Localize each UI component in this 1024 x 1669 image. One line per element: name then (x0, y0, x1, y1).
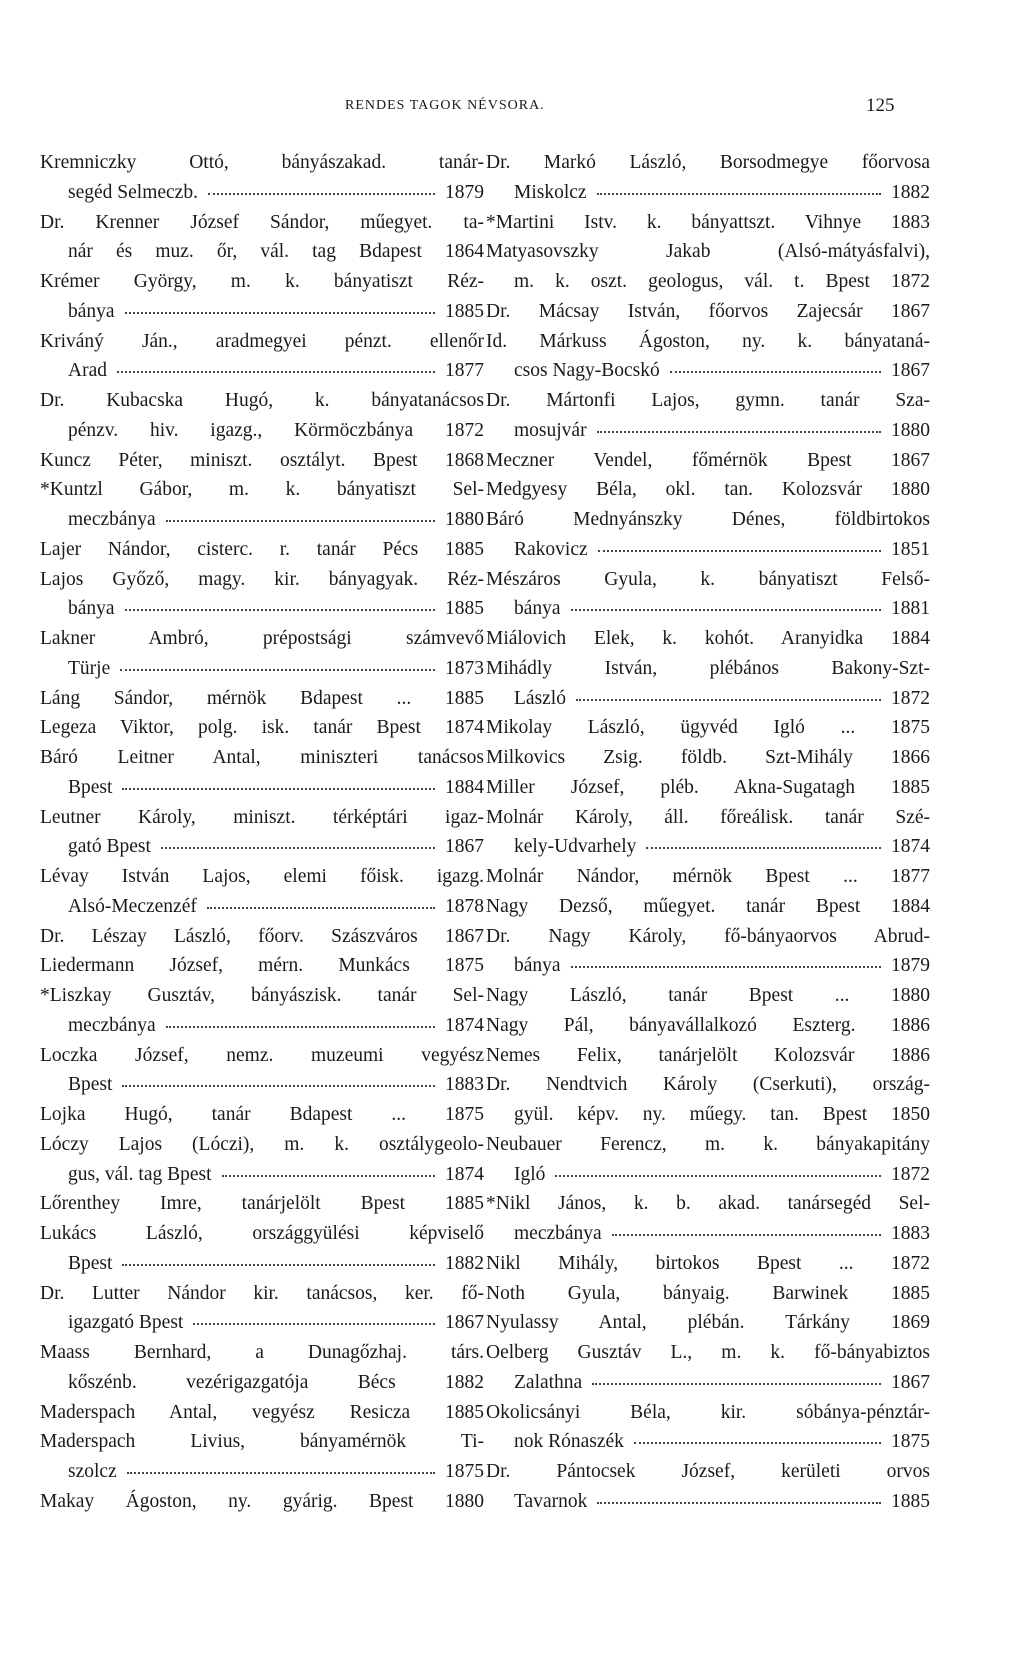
register-entry (40, 327, 484, 387)
entry-continuation (486, 178, 930, 208)
entry-continuation (486, 1368, 930, 1398)
dot-leader (634, 1424, 881, 1444)
entry-year: 1881 (891, 598, 930, 620)
entry-place: Zalathna (514, 1371, 583, 1393)
entry-continuation (40, 297, 484, 327)
dot-leader (571, 591, 881, 611)
entry-place: meczbánya (514, 1223, 602, 1244)
entry-continuation (486, 356, 930, 386)
entry-place: Alsó-Meczenzéf (68, 895, 197, 917)
entry-continuation (486, 535, 930, 565)
entry-year: 1867 (445, 836, 484, 858)
entry-place: szolcz (68, 1461, 117, 1482)
entry-line: Nyulassy Antal, plébán. Tárkány 1869 (486, 1312, 930, 1334)
register-entry (486, 475, 930, 505)
entry-line: Lakner Ambró, prépostsági számvevő (40, 628, 484, 649)
entry-place: gató Bpest (68, 836, 151, 858)
entry-year: 1885 (891, 1490, 930, 1512)
entry-line: Neubauer Ferencz, m. k. bányakapitány (486, 1133, 930, 1155)
entry-continuation (40, 832, 484, 862)
entry-line: Okolicsányi Béla, kir. sóbánya-pénztár- (486, 1401, 930, 1423)
entry-continuation (40, 1011, 484, 1041)
entry-continuation (40, 773, 484, 803)
entry-continuation (40, 892, 484, 922)
entry-line: Nagy László, tanár Bpest ... 1880 (486, 985, 930, 1006)
entry-place: csos Nagy-Bocskó (514, 360, 660, 382)
register-entry (486, 565, 930, 625)
register-entry (486, 446, 930, 476)
register-entry (486, 327, 930, 387)
entry-line: Maass Bernhard, a Dunagőzhaj. társ. (40, 1342, 484, 1363)
entry-continuation (40, 1457, 484, 1487)
entry-place: mosujvár (514, 419, 587, 441)
register-entry (40, 1189, 484, 1219)
entry-year: 1880 (891, 419, 930, 441)
entry-line: Maderspach Antal, vegyész Resicza 1885 (40, 1401, 484, 1423)
entry-place: bánya (514, 955, 561, 977)
left-column (40, 148, 484, 1517)
dot-leader (597, 413, 881, 433)
entry-line: Nemes Felix, tanárjelölt Kolozsvár 1886 (486, 1044, 930, 1066)
register-entry (486, 505, 930, 565)
entry-continuation (486, 1219, 930, 1249)
entry-place: Türje (68, 657, 111, 679)
entry-line: Dr. Nagy Károly, fő-bányaorvos Abrud- (486, 925, 930, 947)
dot-leader (161, 829, 435, 849)
entry-place: Bpest (68, 776, 113, 798)
entry-continuation (486, 416, 930, 446)
entry-line: Dr. Nendtvich Károly (Cserkuti), ország- (486, 1074, 930, 1096)
register-entry (40, 1487, 484, 1517)
entry-year: 1874 (445, 1014, 484, 1036)
entry-continuation (486, 832, 930, 862)
entry-continuation (40, 1249, 484, 1279)
dot-leader (166, 502, 435, 522)
register-entry (40, 1338, 484, 1398)
entry-line: Lévay István Lajos, elemi főisk. igazg. (40, 866, 484, 887)
entry-line: Makay Ágoston, ny. gyárig. Bpest 1880 (40, 1490, 484, 1512)
entry-year: 1885 (445, 300, 484, 322)
entry-place: László (514, 687, 566, 709)
entry-place: Miskolcz (514, 181, 587, 203)
register-entry (486, 1249, 930, 1279)
entry-line: Nikl Mihály, birtokos Bpest ... 1872 (486, 1252, 930, 1274)
register-entry (40, 1100, 484, 1130)
entry-line: Báró Leitner Antal, miniszteri tanácsos (40, 747, 484, 768)
register-entry (486, 1041, 930, 1071)
entry-year: 1874 (891, 836, 930, 858)
entry-continuation: kőszénb. vezérigazgatója Bécs 1882 (68, 1371, 484, 1393)
entry-year: 1867 (891, 1371, 930, 1393)
register-entry (40, 535, 484, 565)
register-entry (40, 208, 484, 268)
entry-line: Legeza Viktor, polg. isk. tanár Bpest 1874 (40, 717, 484, 739)
entry-line: Mihádly István, plébános Bakony-Szt- (486, 657, 930, 679)
entry-continuation (40, 1308, 484, 1338)
entry-continuation (40, 1160, 484, 1190)
entry-year: 1872 (891, 1163, 930, 1185)
register-entry (486, 148, 930, 208)
register-entry (486, 386, 930, 446)
entry-year: 1875 (445, 1461, 484, 1482)
dot-leader (207, 889, 435, 909)
entry-continuation (40, 1070, 484, 1100)
entry-line: Matyasovszky Jakab (Alsó-mátyásfalvi), (486, 241, 930, 263)
dot-leader (125, 591, 435, 611)
entry-line: Kremniczky Ottó, bányászakad. tanár- (40, 152, 484, 173)
entry-continuation: nár és muz. őr, vál. tag Bdapest 1864 (68, 241, 484, 263)
entry-year: 1885 (445, 598, 484, 620)
entry-year: 1879 (891, 955, 930, 977)
entry-year: 1880 (445, 509, 484, 530)
entry-line: *Kuntzl Gábor, m. k. bányatiszt Sel- (40, 479, 484, 501)
entry-continuation (40, 178, 484, 208)
register-entry (486, 743, 930, 773)
entry-line: Dr. Mártonfi Lajos, gymn. tanár Sza- (486, 390, 930, 411)
entry-continuation (486, 1487, 930, 1517)
register-entry (486, 1338, 930, 1398)
entry-line: Lőrenthey Imre, tanárjelölt Bpest 1885 (40, 1193, 484, 1215)
dot-leader (127, 1454, 435, 1474)
entry-line: Dr. Mácsay István, főorvos Zajecsár 1867 (486, 300, 930, 322)
entry-line: Kriváný Ján., aradmegyei pénzt. ellenőr (40, 330, 484, 352)
running-title: RENDES TAGOK NÉVSORA. (345, 98, 545, 113)
register-entry (486, 1011, 930, 1041)
dot-leader (122, 1067, 435, 1087)
entry-line: Lojka Hugó, tanár Bdapest ... 1875 (40, 1104, 484, 1125)
right-column (486, 148, 930, 1517)
entry-place: gus, vál. tag Bpest (68, 1163, 212, 1185)
entry-line: Dr. Pántocsek József, kerületi orvos (486, 1461, 930, 1482)
register-entry (486, 803, 930, 863)
register-entry (486, 892, 930, 922)
register-entry (40, 1427, 484, 1487)
entry-line: Láng Sándor, mérnök Bdapest ... 1885 (40, 687, 484, 709)
entry-place: bánya (68, 598, 115, 620)
register-entry (40, 684, 484, 714)
register-entry (40, 1219, 484, 1279)
register-entry (486, 981, 930, 1011)
register-entry (40, 981, 484, 1041)
entry-year: 1878 (445, 895, 484, 917)
entry-place: Tavarnok (514, 1490, 588, 1512)
register-entry (486, 1189, 930, 1249)
entry-place: meczbánya (68, 509, 156, 530)
entry-line: Dr. Markó László, Borsodmegye főorvosa (486, 152, 930, 173)
dot-leader (122, 1246, 435, 1266)
entry-year: 1882 (445, 1252, 484, 1274)
entry-continuation (486, 684, 930, 714)
register-entry (40, 1130, 484, 1190)
entry-continuation: gyül. képv. ny. műegy. tan. Bpest 1850 (514, 1104, 930, 1125)
dot-leader (120, 651, 435, 671)
entry-line: Lukács László, országgyülési képviselő (40, 1223, 484, 1244)
entry-continuation (486, 594, 930, 624)
entry-year: 1884 (445, 776, 484, 798)
entry-line: Id. Márkuss Ágoston, ny. k. bányataná- (486, 330, 930, 352)
dot-leader (125, 294, 435, 314)
entry-line: Miálovich Elek, k. kohót. Aranyidka 1884 (486, 628, 930, 649)
entry-continuation (486, 1160, 930, 1190)
dot-leader (597, 175, 881, 195)
entry-line: Liedermann József, mérn. Munkács 1875 (40, 955, 484, 977)
entry-place: Bpest (68, 1074, 113, 1096)
register-entry (40, 446, 484, 476)
entry-line: Lajer Nándor, cisterc. r. tanár Pécs 1885 (40, 538, 484, 560)
entry-line: *Nikl János, k. b. akad. tanársegéd Sel- (486, 1193, 930, 1215)
dot-leader (612, 1216, 881, 1236)
entry-year: 1867 (891, 360, 930, 382)
entry-place: bánya (68, 300, 115, 322)
entry-year: 1873 (445, 657, 484, 679)
dot-leader (592, 1365, 881, 1385)
entry-continuation (486, 1427, 930, 1457)
entry-year: 1851 (891, 538, 930, 560)
register-entry (40, 624, 484, 684)
register-entry (486, 654, 930, 714)
entry-continuation (486, 951, 930, 981)
register-entry (486, 297, 930, 327)
register-entry (40, 475, 484, 535)
entry-place: Bpest (68, 1252, 113, 1274)
entry-line: Lajos Győző, magy. kir. bányagyak. Réz- (40, 568, 484, 590)
dot-leader (117, 353, 435, 373)
entry-line: Krémer György, m. k. bányatiszt Réz- (40, 271, 484, 292)
entry-place: nok Rónaszék (514, 1431, 624, 1453)
entry-line: Leutner Károly, miniszt. térképtári igaz- (40, 806, 484, 828)
dot-leader (122, 770, 435, 790)
entry-line: Molnár Károly, áll. főreálisk. tanár Szé- (486, 806, 930, 828)
register-entry (40, 862, 484, 922)
entry-place: kely-Udvarhely (514, 836, 637, 858)
entry-line: *Liszkay Gusztáv, bányászisk. tanár Sel- (40, 985, 484, 1006)
entry-line: *Martini Istv. k. bányattszt. Vihnye 1883 (486, 211, 930, 233)
register-entry (40, 951, 484, 981)
entry-year: 1875 (891, 1431, 930, 1453)
register-entry (486, 922, 930, 982)
entry-year: 1872 (891, 687, 930, 709)
register-entry (486, 713, 930, 743)
entry-line: Báró Mednyánszky Dénes, földbirtokos (486, 509, 930, 530)
entry-line: Mikolay László, ügyvéd Igló ... 1875 (486, 717, 930, 739)
register-entry (40, 565, 484, 625)
entry-place: meczbánya (68, 1014, 156, 1036)
running-header (0, 95, 1024, 122)
entry-line: Meczner Vendel, főmérnök Bpest 1867 (486, 449, 930, 471)
entry-line: Dr. Krenner József Sándor, műegyet. ta- (40, 211, 484, 233)
entry-year: 1883 (445, 1074, 484, 1096)
page-number: 125 (866, 95, 895, 116)
register-entry (40, 743, 484, 803)
entry-line: Dr. Lészay László, főorv. Szászváros 1867 (40, 925, 484, 947)
entry-line: Oelberg Gusztáv L., m. k. fő-bányabiztos (486, 1342, 930, 1363)
register-entry (486, 1308, 930, 1338)
dot-leader (166, 1008, 435, 1028)
entry-continuation: m. k. oszt. geologus, vál. t. Bpest 1872 (514, 271, 930, 292)
dot-leader (555, 1157, 881, 1177)
register-entry (40, 1398, 484, 1428)
entry-continuation: pénzv. hiv. igazg., Körmöczbánya 1872 (68, 419, 484, 441)
register-entry (486, 862, 930, 892)
entry-place: Rakovicz (514, 538, 588, 560)
entry-line: Nagy Dezső, műegyet. tanár Bpest 1884 (486, 895, 930, 917)
entry-continuation (40, 356, 484, 386)
register-entry (40, 1279, 484, 1339)
entry-year: 1882 (891, 181, 930, 203)
entry-line: Medgyesy Béla, okl. tan. Kolozsvár 1880 (486, 479, 930, 501)
dot-leader (670, 353, 881, 373)
dot-leader (646, 829, 881, 849)
dot-leader (571, 948, 881, 968)
dot-leader (598, 532, 881, 552)
entry-year: 1877 (445, 360, 484, 382)
entry-year: 1867 (445, 1312, 484, 1334)
register-entry (486, 1070, 930, 1130)
register-entry (40, 922, 484, 952)
register-entry (40, 148, 484, 208)
dot-leader (576, 681, 881, 701)
entry-year: 1879 (445, 181, 484, 203)
dot-leader (222, 1157, 435, 1177)
entry-place: Igló (514, 1163, 546, 1185)
entry-line: Lóczy Lajos (Lóczi), m. k. osztálygeolo- (40, 1133, 484, 1155)
entry-line: Mészáros Gyula, k. bányatiszt Felső- (486, 568, 930, 590)
entry-place: Arad (68, 360, 107, 382)
register-entry (486, 1457, 930, 1517)
entry-year: 1874 (445, 1163, 484, 1185)
register-entry (40, 267, 484, 327)
entry-continuation (40, 594, 484, 624)
register-entry (486, 208, 930, 238)
entry-continuation (40, 654, 484, 684)
dot-leader (193, 1305, 435, 1325)
register-entry (40, 386, 484, 446)
register-entry (40, 803, 484, 863)
entry-place: igazgató Bpest (68, 1312, 184, 1334)
entry-line: Kuncz Péter, miniszt. osztályt. Bpest 1868 (40, 449, 484, 471)
register-entry (486, 624, 930, 654)
dot-leader (597, 1484, 881, 1504)
register-entry (486, 1398, 930, 1458)
entry-place: segéd Selmeczb. (68, 181, 198, 203)
entry-line: Noth Gyula, bányaig. Barwinek 1885 (486, 1282, 930, 1304)
entry-year: 1883 (891, 1223, 930, 1244)
entry-line: Molnár Nándor, mérnök Bpest ... 1877 (486, 866, 930, 887)
register-entry (40, 1041, 484, 1101)
entry-place: bánya (514, 598, 561, 620)
register-entry (486, 237, 930, 297)
register-entry (486, 1279, 930, 1309)
register-entry (486, 1130, 930, 1190)
register-entry (40, 713, 484, 743)
register-entry (486, 773, 930, 803)
entry-line: Milkovics Zsig. földb. Szt-Mihály 1866 (486, 747, 930, 768)
entry-line: Nagy Pál, bányavállalkozó Eszterg. 1886 (486, 1014, 930, 1036)
entry-line: Maderspach Livius, bányamérnök Ti- (40, 1431, 484, 1453)
entry-line: Dr. Lutter Nándor kir. tanácsos, ker. fő- (40, 1282, 484, 1304)
entry-continuation (40, 505, 484, 535)
entry-line: Loczka József, nemz. muzeumi vegyész (40, 1044, 484, 1066)
entry-line: Miller József, pléb. Akna-Sugatagh 1885 (486, 776, 930, 798)
entry-line: Dr. Kubacska Hugó, k. bányatanácsos (40, 390, 484, 411)
dot-leader (208, 175, 435, 195)
